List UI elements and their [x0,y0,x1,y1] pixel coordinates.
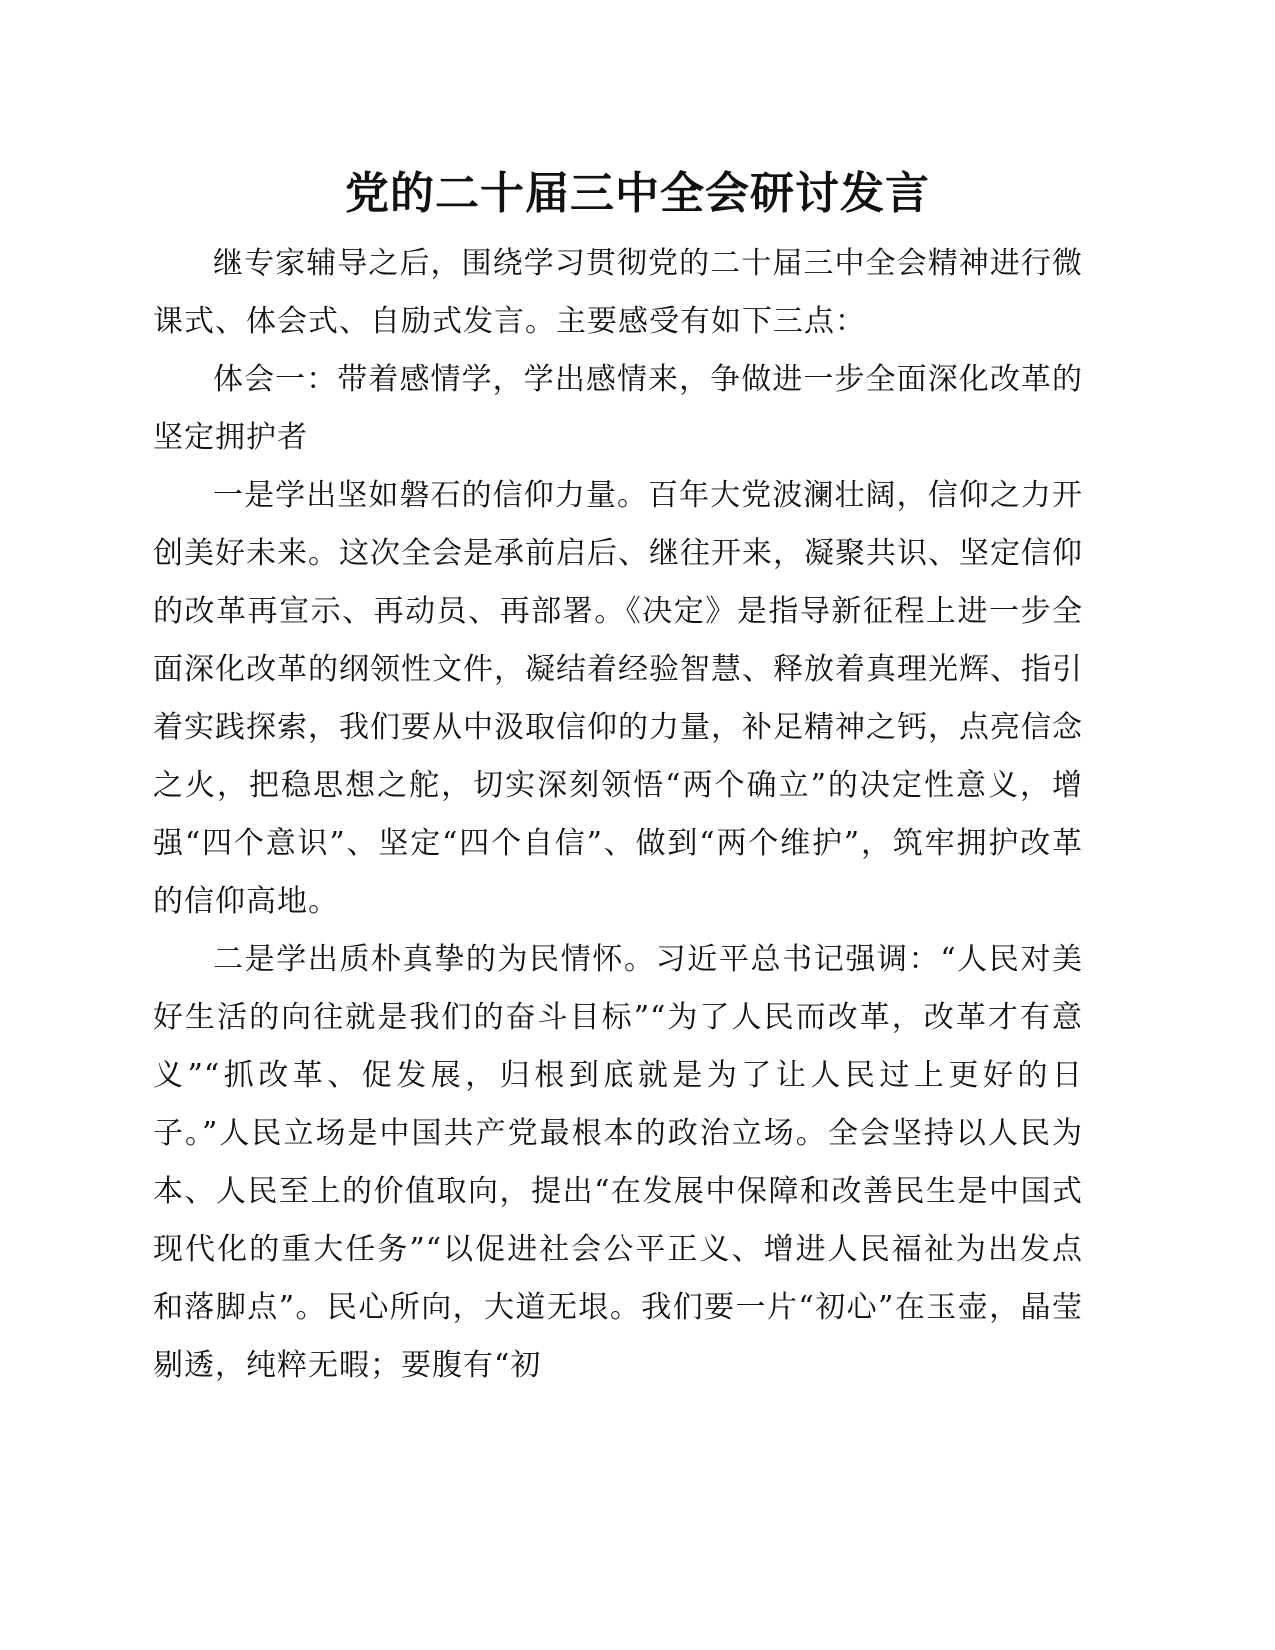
document-title: 党的二十届三中全会研讨发言 [345,168,930,219]
paragraph-point-two: 二是学出质朴真挚的为民情怀。习近平总书记强调：“人民对美好生活的向往就是我们的奋斗目标”“为了人民而改革，改革才有意义”“抓改革、促发展，归根到底就是为了让人民过上更好的日子。”人民立场是中国共产党最根本的政治立场。全会坚持以人民为本、人民至上的价值取向，提出“在发展中保障和改善民生是中国式现代化的重大任务”“以促进社会公平正义、增进人民福祉为出发点和落脚点”。民心所向，大道无垠。我们要一片“初心”在玉壶，晶莹剔透，纯粹无暇；要腹有“初 [153,942,1083,1383]
document-body [153,235,1083,1395]
paragraph-point-one: 一是学出坚如磐石的信仰力量。百年大党波澜壮阔，信仰之力开创美好未来。这次全会是承前启后、继往开来，凝聚共识、坚定信仰的改革再宣示、再动员、再部署。《决定》是指导新征程上进一步全面深化改革的纲领性文件，凝结着经验智慧、释放着真理光辉、指引着实践探索，我们要从中汲取信仰的力量，补足精神之钙，点亮信念之火，把稳思想之舵，切实深刻领悟“两个确立”的决定性意义，增强“四个意识”、坚定“四个自信”、做到“两个维护”，筑牢拥护改革的信仰高地。 [153,478,1083,919]
paragraph-heading-one: 体会一：带着感情学，学出感情来，争做进一步全面深化改革的坚定拥护者 [153,362,1083,455]
paragraph-intro: 继专家辅导之后，围绕学习贯彻党的二十届三中全会精神进行微课式、体会式、自励式发言。主要感受有如下三点： [153,246,1083,339]
